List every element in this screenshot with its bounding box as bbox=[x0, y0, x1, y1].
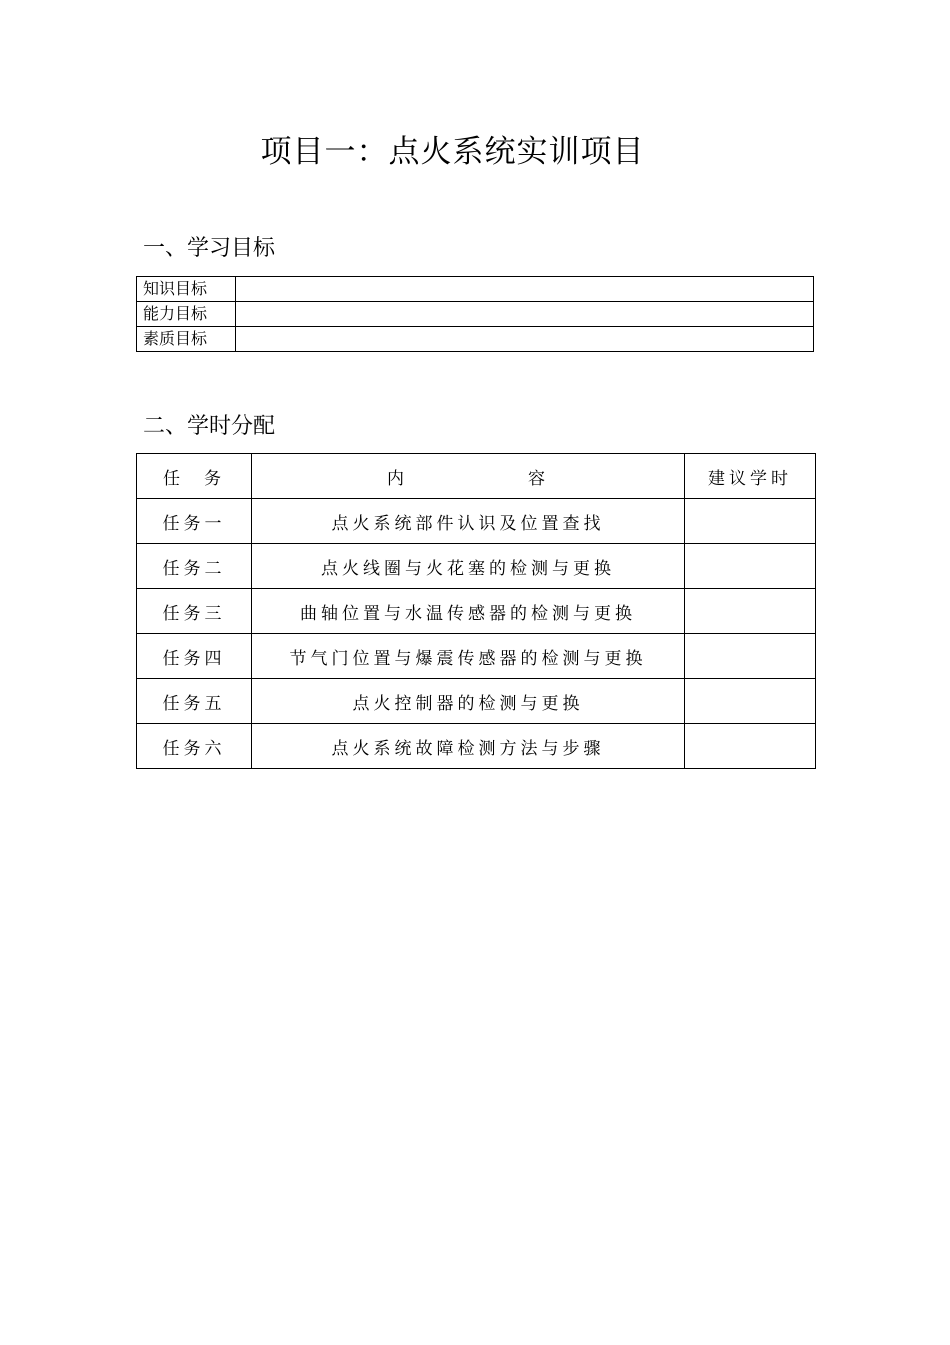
header-content bbox=[252, 454, 685, 499]
task-hours bbox=[685, 634, 816, 679]
task-hours bbox=[685, 724, 816, 769]
task-content: 点火线圈与火花塞的检测与更换 bbox=[252, 544, 685, 589]
table-row bbox=[137, 724, 816, 769]
table-row bbox=[137, 634, 816, 679]
table-row bbox=[137, 302, 814, 327]
table-row bbox=[137, 327, 814, 352]
goal-value bbox=[236, 302, 814, 327]
task-name: 任务三 bbox=[137, 589, 252, 634]
goal-value bbox=[236, 277, 814, 302]
goal-label: 能力目标 bbox=[137, 302, 236, 327]
header-task-char-2: 务 bbox=[204, 468, 225, 489]
table-row bbox=[137, 277, 814, 302]
task-name: 任务五 bbox=[137, 679, 252, 724]
goal-value bbox=[236, 327, 814, 352]
header-suggested-hours: 建议学时 bbox=[685, 454, 816, 499]
hour-allocation-table bbox=[136, 453, 816, 769]
table-header-row bbox=[137, 454, 816, 499]
task-name: 任务四 bbox=[137, 634, 252, 679]
task-content: 点火控制器的检测与更换 bbox=[252, 679, 685, 724]
task-hours bbox=[685, 589, 816, 634]
header-content-char-1: 内 bbox=[387, 468, 408, 489]
task-content: 点火系统故障检测方法与步骤 bbox=[252, 724, 685, 769]
header-content-char-2: 容 bbox=[528, 468, 549, 489]
task-hours bbox=[685, 499, 816, 544]
table-row bbox=[137, 589, 816, 634]
goal-label: 素质目标 bbox=[137, 327, 236, 352]
task-content: 节气门位置与爆震传感器的检测与更换 bbox=[252, 634, 685, 679]
table-row bbox=[137, 544, 816, 589]
task-name: 任务六 bbox=[137, 724, 252, 769]
section-heading-learning-goals: 一、学习目标 bbox=[143, 236, 276, 261]
learning-goals-table bbox=[136, 276, 814, 352]
header-task-char-1: 任 bbox=[163, 468, 184, 489]
goal-label: 知识目标 bbox=[137, 277, 236, 302]
task-hours bbox=[685, 679, 816, 724]
table-row bbox=[137, 499, 816, 544]
task-content: 曲轴位置与水温传感器的检测与更换 bbox=[252, 589, 685, 634]
task-hours bbox=[685, 544, 816, 589]
document-title: 项目一：点火系统实训项目 bbox=[260, 134, 645, 170]
task-content: 点火系统部件认识及位置查找 bbox=[252, 499, 685, 544]
table-row bbox=[137, 679, 816, 724]
section-heading-hour-allocation: 二、学时分配 bbox=[143, 414, 276, 439]
task-name: 任务一 bbox=[137, 499, 252, 544]
task-name: 任务二 bbox=[137, 544, 252, 589]
header-task bbox=[137, 454, 252, 499]
